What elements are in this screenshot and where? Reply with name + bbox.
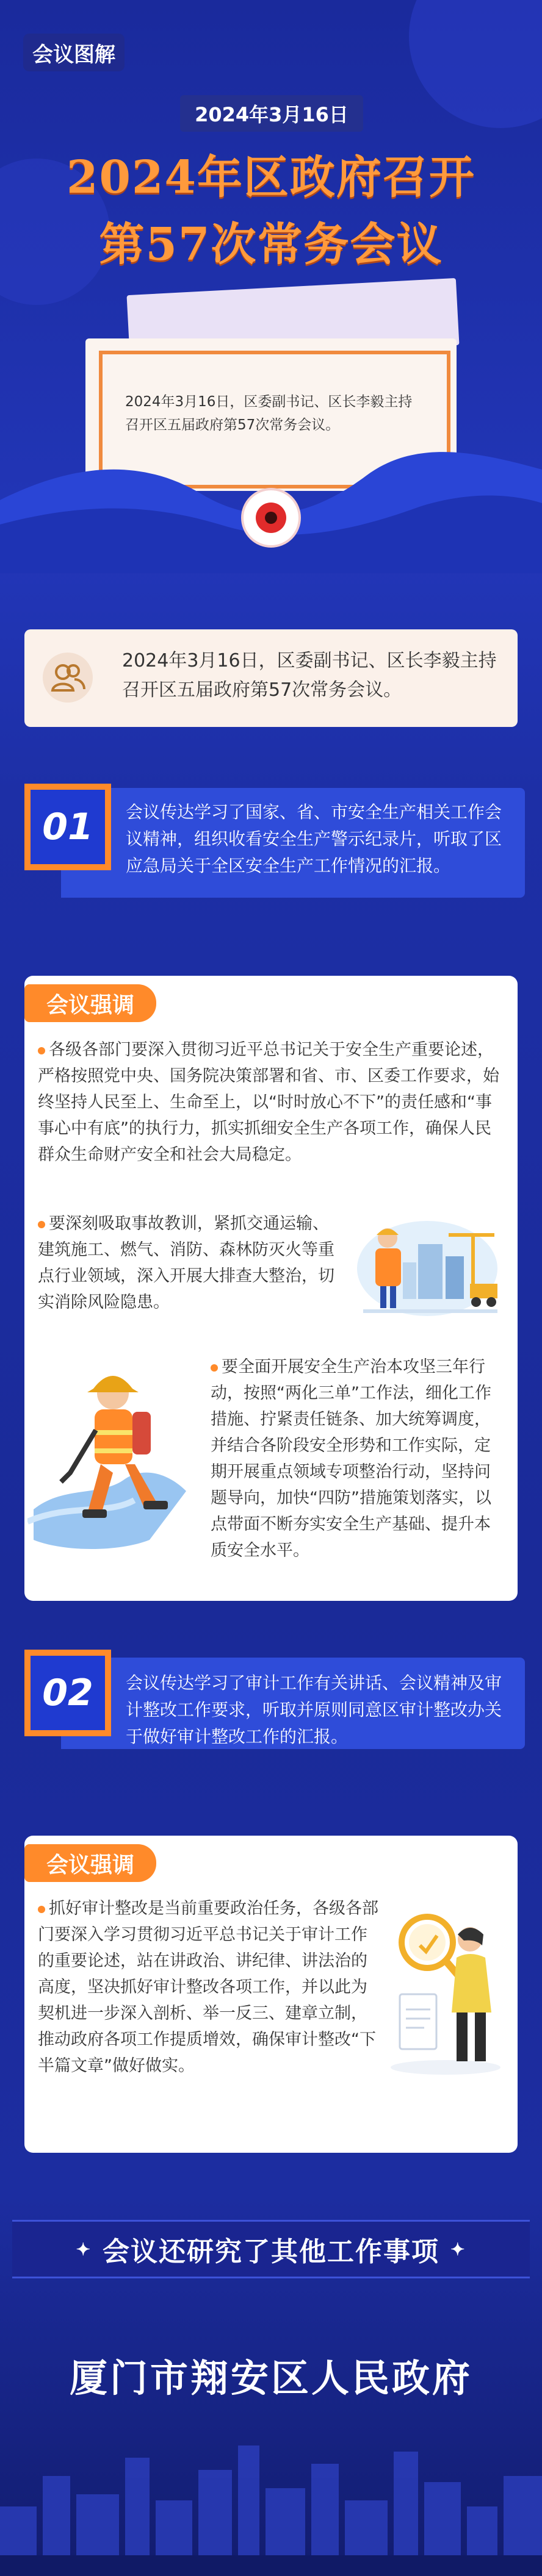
emphasis-tag-1: 会议强调 — [24, 984, 156, 1022]
eye-icon — [241, 488, 301, 548]
bullet-dot — [38, 1221, 45, 1228]
info-text: 2024年3月16日，区委副书记、区长李毅主持召开区五届政府第57次常务会议。 — [122, 650, 497, 701]
section-2-number: 02 — [31, 1656, 105, 1730]
star-icon: ✦ — [450, 2239, 466, 2259]
emphasis-point-1-1: 各级各部门要深入贯彻习近平总书记关于安全生产重要论述，严格按照党中央、国务院决策部署和省、市、区委工作要求，始终坚持人民至上、生命至上，以“时时放心不下”的责任感和“事事心中有底”的执行力，抓实抓细安全生产各项工作，确保人民群众生命财产安全和社会大局稳定。 — [38, 1040, 499, 1164]
closing-banner — [12, 2220, 530, 2278]
firefighter-illustration — [27, 1357, 211, 1558]
city-skyline — [0, 2433, 542, 2576]
meeting-date: 2024年3月16日 — [180, 95, 363, 132]
star-icon: ✦ — [76, 2239, 92, 2259]
section-2-summary: 会议传达学习了审计工作有关讲话、会议精神及审计整改工作要求，听取并原则同意区审计整改办关于做好审计整改工作的汇报。 — [126, 1673, 502, 1747]
section-2-badge — [24, 1650, 111, 1736]
people-icon — [42, 651, 94, 704]
page-title-line1: 2024年区政府召开 — [67, 151, 475, 204]
audit-illustration — [385, 1897, 513, 2080]
bullet-dot — [38, 1906, 45, 1913]
bullet-dot — [38, 1047, 45, 1054]
section-1-badge — [24, 784, 111, 870]
emphasis-tag-2: 会议强调 — [24, 1844, 156, 1882]
emphasis-point-2-1: 抓好审计整改是当前重要政治任务，各级各部门要深入学习贯彻习近平总书记关于审计工作的重要论述，站在讲政治、讲纪律、讲法治的高度，坚决抓好审计整改各项工作，并以此为契机进一步深入剖析、举一反三、建章立制，推动政府各项工作提质增效，确保审计整改“下半篇文章”做好做实。 — [38, 1899, 378, 2075]
emphasis-point-1-3: 要全面开展安全生产治本攻坚三年行动，按照“两化三单”工作法，细化工作措施、拧紧责任链条、加大统筹调度，并结合各阶段安全形势和工作实际，定期开展重点领域专项整治行动，坚持问题导向，加快“四防”措施策划落实，以点带面不断夯实安全生产基础、提升本质安全水平。 — [211, 1358, 491, 1560]
emphasis-point-1-2: 要深刻吸取事故教训，紧抓交通运输、建筑施工、燃气、消防、森林防灭火等重点行业领域，深入开展大排查大整治，切实消除风险隐患。 — [38, 1214, 334, 1312]
construction-illustration — [351, 1211, 504, 1320]
infographic-tag: 会议图解 — [23, 34, 125, 71]
footer-organization: 厦门市翔安区人民政府 — [69, 2356, 472, 2400]
page-title-line2: 第57次常务会议 — [99, 218, 443, 271]
scroll-text: 2024年3月16日，区委副书记、区长李毅主持召开区五届政府第57次常务会议。 — [125, 394, 413, 433]
closing-text: 会议还研究了其他工作事项 — [103, 2236, 439, 2267]
section-1-summary: 会议传达学习了国家、省、市安全生产相关工作会议精神，组织收看安全生产警示纪录片，听取了区应急局关于全区安全生产工作情况的汇报。 — [126, 802, 502, 876]
section-1-number: 01 — [31, 790, 105, 864]
bullet-dot — [211, 1364, 218, 1372]
